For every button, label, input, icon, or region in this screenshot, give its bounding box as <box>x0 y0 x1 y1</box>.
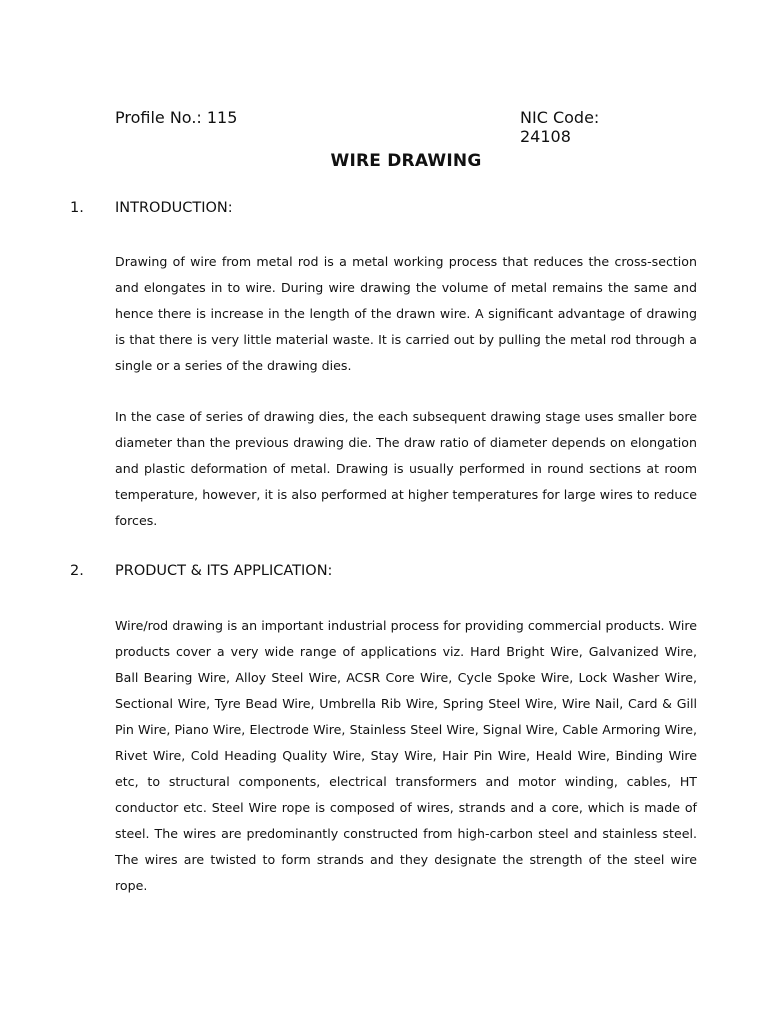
paragraph-intro-2: In the case of series of drawing dies, the each subsequent drawing stage uses smaller bore diameter than the previous drawing die. The draw ratio of diameter depends on elongation and plastic deformation of metal. Drawing is usually performed in round sections at room temperature, however, it is also performed at higher temperatures for large wires to reduce forces. <box>115 409 697 528</box>
document-title: WIRE DRAWING <box>330 151 482 171</box>
section-title: PRODUCT & ITS APPLICATION: <box>115 563 333 579</box>
nic-code: NIC Code: 24108 <box>520 108 600 146</box>
paragraph-product-1: Wire/rod drawing is an important industrial process for providing commercial products. Wire products cover a very wide range of applications viz. Hard Bright Wire, Galvanized Wire, Ball Bearing Wire, Alloy Steel Wire, ACSR Core Wire, Cycle Spoke Wire, Lock Washer Wire, Sectional Wire, Tyre Bead Wire, Umbrella Rib Wire, Spring Steel Wire, Wire Nail, Card & Gill Pin Wire, Piano Wire, Electrode Wire, Stainless Steel Wire, Signal Wire, Cable Armoring Wire, Rivet Wire, Cold Heading Quality Wire, Stay Wire, Hair Pin Wire, Heald Wire, Binding Wire etc, to structural components, electrical transformers and motor winding, cables, HT conductor etc. Steel Wire rope is composed of wires, strands and a core, which is made of steel. The wires are predominantly constructed from high-carbon steel and stainless steel. The wires are twisted to form strands and they designate the strength of the steel wire rope. <box>115 618 697 893</box>
paragraph-intro-1: Drawing of wire from metal rod is a metal working process that reduces the cross-section and elongates in to wire. During wire drawing the volume of metal remains the same and hence there is increase in the length of the drawn wire. A significant advantage of drawing is that there is very little material waste. It is carried out by pulling the metal rod through a single or a series of the drawing dies. <box>115 254 697 373</box>
section-number: 1. <box>70 200 84 216</box>
profile-number: Profile No.: 115 <box>115 108 238 127</box>
section-title: INTRODUCTION: <box>115 200 233 216</box>
document-header <box>115 108 655 146</box>
section-number: 2. <box>70 563 84 579</box>
